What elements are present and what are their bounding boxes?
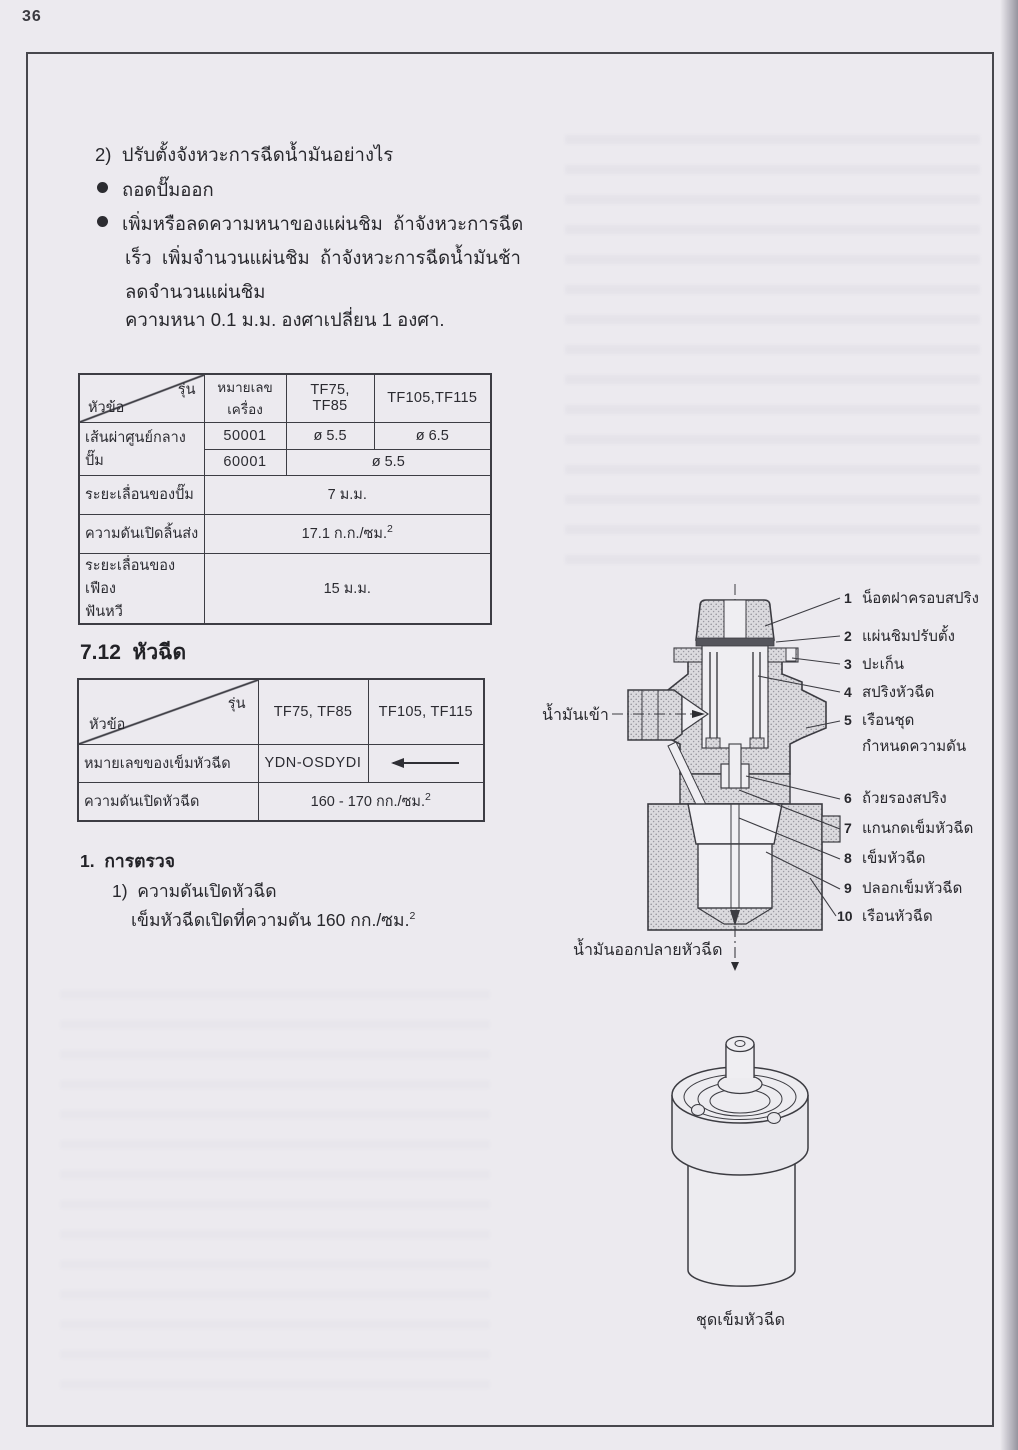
part-7-number: 7 (844, 820, 852, 836)
nozzle-figure-caption: ชุดเข็มหัวฉีด (696, 1312, 786, 1329)
engine-no-header-line1: หมายเลข (217, 380, 273, 396)
pump-spec-table (78, 373, 492, 625)
engine-no-header-line2: เครื่อง (227, 402, 263, 418)
fuel-out-caption: น้ำมันออกปลายหัวฉีด (573, 942, 723, 959)
model-a-header-cell: TF75, TF85 (286, 374, 374, 422)
pressure-value-sup: 2 (425, 790, 431, 803)
bullet-icon (97, 182, 108, 193)
dia-60001-cell: ø 5.5 (286, 449, 491, 475)
section-heading: 7.12 หัวฉีด (80, 641, 187, 664)
part-1-label: น็อตฝาครอบสปริง (862, 590, 979, 607)
part-3-label: ปะเก็น (862, 656, 905, 673)
pressure-value-cell (258, 782, 484, 821)
engine-60001-cell: 60001 (204, 449, 286, 475)
part-8-number: 8 (844, 850, 852, 866)
corner-label-item: หัวข้อ (88, 399, 125, 416)
inspection-detail-sup: 2 (409, 910, 416, 923)
intro-bullet2-line1: เพิ่มหรือลดความหนาของแผ่นชิม ถ้าจังหวะการฉีด (122, 213, 524, 234)
delivery-value-cell (204, 514, 491, 553)
stroke-label-cell: ระยะเลื่อนของปั๊ม (79, 475, 204, 514)
part-5-label-line2: กำหนดความดัน (862, 738, 967, 755)
corner-header-cell (79, 374, 204, 422)
part-4-label: สปริงหัวฉีด (862, 684, 935, 701)
part-7-label: แกนกดเข็มหัวฉีด (862, 820, 974, 837)
page-number: 36 (22, 8, 42, 25)
stroke-value-cell: 7 ม.ม. (204, 475, 491, 514)
delivery-label-cell: ความดันเปิดลิ้นส่ง (79, 514, 204, 553)
engine-no-header-cell (204, 374, 286, 422)
delivery-value-sup: 2 (386, 523, 393, 536)
intro-title: 2) ปรับตั้งจังหวะการฉีดน้ำมันอย่างไร (95, 144, 394, 165)
part-2-number: 2 (844, 628, 852, 644)
fuel-in-label: น้ำมันเข้า (542, 707, 609, 724)
bullet-icon (97, 216, 108, 227)
corner-label-model: รุ่น (227, 696, 246, 712)
nozzle-assembly-figure (612, 1030, 912, 1310)
pressure-label-cell: ความดันเปิดหัวฉีด (78, 782, 258, 821)
pressure-value: 160 - 170 กก./ซม. (310, 793, 425, 810)
nozzle-no-ditto-cell (368, 744, 484, 782)
dia-50001-b-cell: ø 6.5 (374, 422, 491, 449)
part-6-label: ถ้วยรองสปริง (862, 790, 947, 807)
part-4-number: 4 (844, 684, 852, 700)
part-2-label: แผ่นชิมปรับตั้ง (862, 628, 955, 645)
part-9-number: 9 (844, 880, 852, 896)
delivery-value: 17.1 ก.ก./ซม. (301, 526, 387, 542)
part-9-label: ปลอกเข็มหัวฉีด (862, 880, 963, 897)
intro-bullet2-line2: เร็ว เพิ่มจำนวนแผ่นชิม ถ้าจังหวะการฉีดน้ำมันช้า (125, 247, 521, 268)
part-10-number: 10 (837, 908, 853, 924)
rack-label-line2: ฟันหวี (85, 603, 123, 620)
part-3-number: 3 (844, 656, 852, 672)
intro-note: ความหนา 0.1 ม.ม. องศาเปลี่ยน 1 องศา. (125, 309, 445, 330)
model-a-header-cell: TF75, TF85 (258, 679, 368, 744)
model-b-header-cell: TF105,TF115 (374, 374, 491, 422)
part-5-number: 5 (844, 712, 852, 728)
rack-value-cell: 15 ม.ม. (204, 553, 491, 624)
dia-50001-a-cell: ø 5.5 (286, 422, 374, 449)
corner-label-model: รุ่น (177, 382, 196, 398)
inspection-item: 1) ความดันเปิดหัวฉีด (112, 881, 277, 901)
part-8-label: เข็มหัวฉีด (862, 850, 926, 867)
scan-edge-shadow (1000, 0, 1018, 1450)
part-10-label: เรือนหัวฉีด (862, 908, 933, 925)
engine-50001-cell: 50001 (204, 422, 286, 449)
injector-spec-table (77, 678, 485, 822)
rack-label-cell (79, 553, 204, 624)
corner-header-cell (78, 679, 258, 744)
nozzle-no-value-cell: YDN-OSDYDI (258, 744, 368, 782)
diameter-label-cell: เส้นผ่าศูนย์กลางปั๊ม (79, 422, 204, 475)
part-1-number: 1 (844, 590, 852, 606)
model-b-header-cell: TF105, TF115 (368, 679, 484, 744)
intro-bullet1: ถอดปั๊มออก (122, 179, 214, 200)
intro-bullet2-line3: ลดจำนวนแผ่นชิม (125, 281, 266, 302)
injector-cross-section-diagram (540, 578, 990, 978)
rack-label-line1: ระยะเลื่อนของเฟือง (85, 557, 176, 597)
left-arrow-icon (393, 762, 459, 764)
part-6-number: 6 (844, 790, 852, 806)
corner-label-item: หัวข้อ (89, 716, 126, 733)
inspection-detail-text: เข็มหัวฉีดเปิดที่ความดัน 160 กก./ซม. (131, 910, 410, 930)
inspection-heading: 1. การตรวจ (80, 851, 175, 871)
nozzle-no-label-cell: หมายเลขของเข็มหัวฉีด (78, 744, 258, 782)
inspection-detail (131, 906, 415, 934)
part-5-label: เรือนชุด (862, 712, 915, 729)
